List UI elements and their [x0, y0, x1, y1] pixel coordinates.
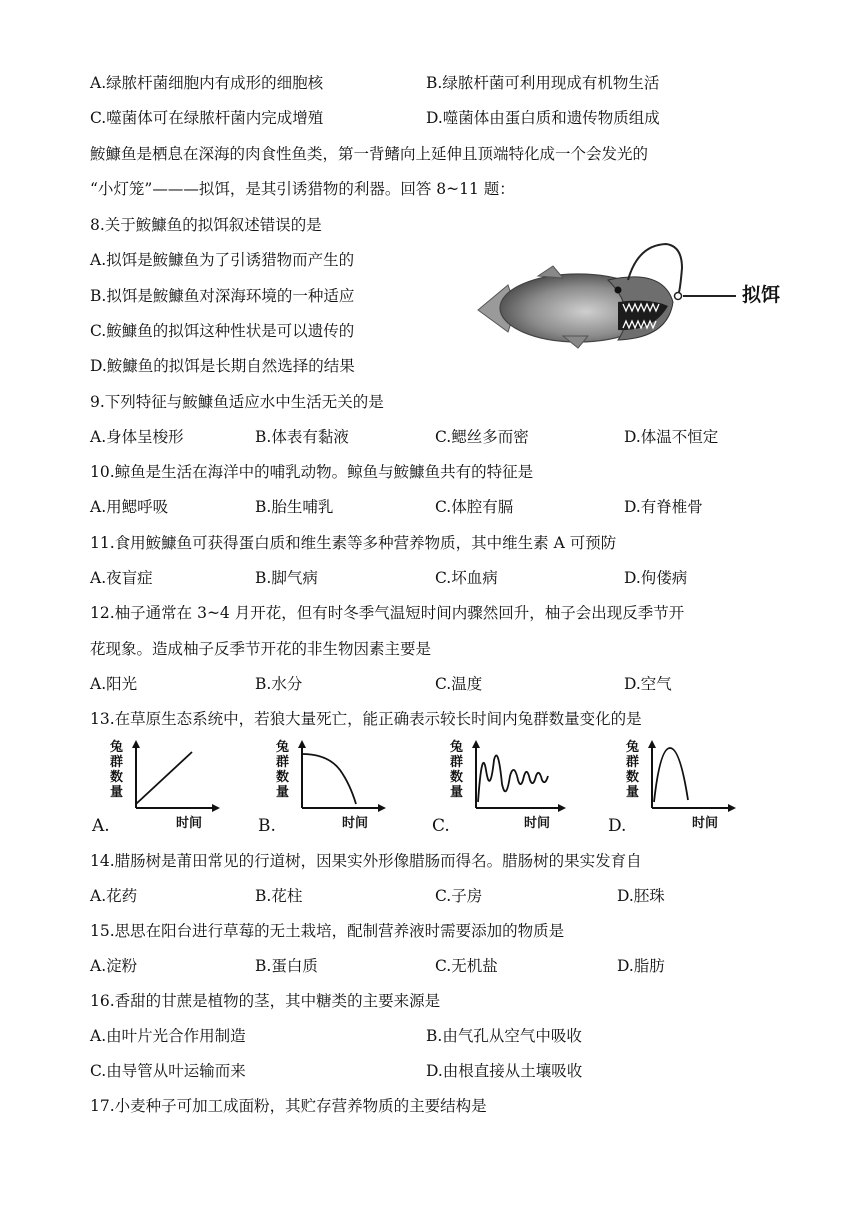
graph-c-xlabel: 时间 — [524, 816, 551, 831]
q16-option-d: D.由根直接从土壤吸收 — [426, 1062, 583, 1080]
q9-option-c: C.鳃丝多而密 — [435, 428, 529, 446]
graph-a-ylabel: 兔 群 数 量 — [110, 740, 124, 800]
q14-option-b: B.花柱 — [255, 887, 303, 905]
graph-b-ylabel: 兔 群 数 量 — [276, 740, 290, 800]
intro-line-2: “小灯笼”———拟饵，是其引诱猎物的利器。回答 8~11 题： — [90, 180, 515, 198]
q15-option-c: C.无机盐 — [435, 957, 498, 975]
anglerfish-figure — [468, 240, 798, 350]
q14-stem: 14.腊肠树是莆田常见的行道树，因果实外形像腊肠而得名。腊肠树的果实发育自 — [90, 852, 642, 870]
graph-a-letter: A. — [92, 816, 110, 836]
q16-option-c: C.由导管从叶运输而来 — [90, 1062, 246, 1080]
graph-d-ylabel: 兔 群 数 量 — [626, 740, 640, 800]
q12-option-d: D.空气 — [624, 675, 672, 693]
q7-option-b: B.绿脓杆菌可利用现成有机物生活 — [426, 74, 660, 92]
q10-option-b: B.胎生哺乳 — [255, 498, 334, 516]
graph-d — [608, 740, 738, 836]
q15-option-b: B.蛋白质 — [255, 957, 318, 975]
graph-b-letter: B. — [258, 816, 276, 836]
q10-option-d: D.有脊椎骨 — [624, 498, 703, 516]
q12-option-a: A.阳光 — [90, 675, 138, 693]
q7-option-a: A.绿脓杆菌细胞内有成形的细胞核 — [90, 74, 324, 92]
q11-option-c: C.坏血病 — [435, 569, 498, 587]
graph-c-letter: C. — [432, 816, 450, 836]
q16-stem: 16.香甜的甘蔗是植物的茎，其中糖类的主要来源是 — [90, 992, 441, 1010]
graph-d-xlabel: 时间 — [692, 816, 719, 831]
q9-stem: 9.下列特征与鮟鱇鱼适应水中生活无关的是 — [90, 393, 384, 411]
graph-a — [92, 740, 222, 836]
graph-a-xlabel: 时间 — [176, 816, 203, 831]
q14-option-c: C.子房 — [435, 887, 483, 905]
q11-option-a: A.夜盲症 — [90, 569, 153, 587]
q8-option-c: C.鮟鱇鱼的拟饵这种性状是可以遗传的 — [90, 322, 355, 340]
q10-option-a: A.用鳃呼吸 — [90, 498, 169, 516]
q12-option-c: C.温度 — [435, 675, 483, 693]
q16-option-a: A.由叶片光合作用制造 — [90, 1027, 246, 1045]
curve-b — [302, 754, 356, 804]
q8-stem: 8.关于鮟鱇鱼的拟饵叙述错误的是 — [90, 216, 322, 234]
curve-c — [478, 755, 548, 802]
q12-option-b: B.水分 — [255, 675, 303, 693]
q16-option-b: B.由气孔从空气中吸收 — [426, 1027, 582, 1045]
q14-option-d: D.胚珠 — [617, 887, 665, 905]
q17-stem: 17.小麦种子可加工成面粉，其贮存营养物质的主要结构是 — [90, 1097, 487, 1115]
lure-label: 拟饵 — [742, 284, 781, 306]
q11-stem: 11.食用鮟鱇鱼可获得蛋白质和维生素等多种营养物质，其中维生素 A 可预防 — [90, 534, 617, 552]
q12-stem: 12.柚子通常在 3~4 月开花，但有时冬季气温短时间内骤然回升，柚子会出现反季节开 — [90, 604, 685, 622]
graph-b-xlabel: 时间 — [342, 816, 369, 831]
graph-b — [258, 740, 388, 836]
q7-option-d: D.噬菌体由蛋白质和遗传物质组成 — [426, 109, 660, 127]
q15-option-a: A.淀粉 — [90, 957, 138, 975]
graph-c-ylabel: 兔 群 数 量 — [450, 740, 464, 800]
graph-d-letter: D. — [608, 816, 627, 836]
q8-option-d: D.鮟鱇鱼的拟饵是长期自然选择的结果 — [90, 357, 355, 375]
q11-option-b: B.脚气病 — [255, 569, 318, 587]
q15-stem: 15.思思在阳台进行草莓的无土栽培，配制营养液时需要添加的物质是 — [90, 922, 565, 940]
q9-option-b: B.体表有黏液 — [255, 428, 349, 446]
q10-stem: 10.鲸鱼是生活在海洋中的哺乳动物。鲸鱼与鮟鱇鱼共有的特征是 — [90, 463, 534, 481]
q10-option-c: C.体腔有膈 — [435, 498, 514, 516]
q9-option-a: A.身体呈梭形 — [90, 428, 184, 446]
intro-line-1: 鮟鱇鱼是栖息在深海的肉食性鱼类，第一背鳍向上延伸且顶端特化成一个会发光的 — [90, 145, 649, 163]
q13-stem: 13.在草原生态系统中，若狼大量死亡，能正确表示较长时间内兔群数量变化的是 — [90, 710, 642, 728]
graph-c — [432, 740, 572, 836]
q15-option-d: D.脂肪 — [617, 957, 665, 975]
q7-option-c: C.噬菌体可在绿脓杆菌内完成增殖 — [90, 109, 324, 127]
q9-option-d: D.体温不恒定 — [624, 428, 719, 446]
curve-d — [654, 748, 688, 802]
q14-option-a: A.花药 — [90, 887, 138, 905]
q12-stem-cont: 花现象。造成柚子反季节开花的非生物因素主要是 — [90, 640, 432, 658]
q8-option-b: B.拟饵是鮟鱇鱼对深海环境的一种适应 — [90, 287, 355, 305]
q8-option-a: A.拟饵是鮟鱇鱼为了引诱猎物而产生的 — [90, 251, 355, 269]
curve-a — [136, 752, 192, 804]
q11-option-d: D.佝偻病 — [624, 569, 688, 587]
